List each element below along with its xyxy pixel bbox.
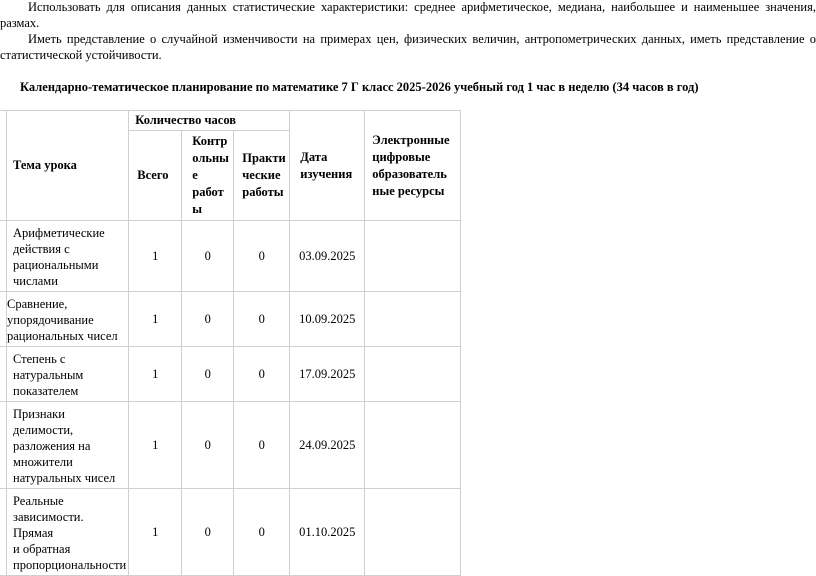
row-control: 0 <box>182 402 234 489</box>
row-total: 1 <box>129 347 182 402</box>
intro-paragraph-2 <box>0 31 816 63</box>
header-control-line: Контр <box>192 134 228 148</box>
row-resources <box>365 402 461 489</box>
row-topic-line: Степень с <box>13 352 66 366</box>
row-practical: 0 <box>234 221 290 292</box>
header-date-line: изучения <box>300 166 353 181</box>
header-date <box>290 111 365 221</box>
row-topic <box>7 292 129 347</box>
row-topic-line: разложения на <box>13 439 91 453</box>
row-topic <box>7 402 129 489</box>
header-control-line: ы <box>192 202 203 216</box>
row-practical: 0 <box>234 402 290 489</box>
row-topic-line: натуральных чисел <box>13 471 116 485</box>
header-resources-line: ные ресурсы <box>372 183 445 198</box>
header-topic <box>7 111 129 221</box>
row-date: 10.09.2025 <box>290 292 365 347</box>
header-control-line: ольны <box>192 151 229 165</box>
row-resources <box>365 489 461 576</box>
header-control <box>182 131 234 221</box>
row-control: 0 <box>182 489 234 576</box>
intro-paragraph-2-text: Иметь представление о случайной изменчивости на примерах цен, физических величин, антропометрических данных, иметь представление о статистической устойчивости. <box>0 32 816 62</box>
row-topic-line: Арифметические <box>13 226 105 240</box>
page-title-text: Календарно-тематическое планирование по математике 7 Г класс 2025-2026 учебный год 1 час в неделю (34 часов в год) <box>20 80 699 94</box>
row-topic-line: Признаки делимости, <box>13 407 74 437</box>
row-topic-line: Сравнение, <box>7 297 68 311</box>
row-topic <box>7 489 129 576</box>
row-topic <box>7 347 129 402</box>
row-total: 1 <box>129 221 182 292</box>
table-row <box>0 347 461 402</box>
row-topic-line: пропорциональности <box>13 558 127 572</box>
row-topic-line: рациональных чисел <box>7 329 118 343</box>
schedule-table <box>0 110 461 576</box>
row-resources <box>365 347 461 402</box>
row-date: 17.09.2025 <box>290 347 365 402</box>
row-topic-line: зависимости. Прямая <box>13 510 84 540</box>
header-hours-group-text: Количество часов <box>135 113 237 127</box>
row-date: 03.09.2025 <box>290 221 365 292</box>
row-resources <box>365 221 461 292</box>
row-date: 01.10.2025 <box>290 489 365 576</box>
header-control-line: работ <box>192 185 224 199</box>
page-title <box>0 80 816 95</box>
header-row-top <box>0 111 461 131</box>
header-practical <box>234 131 290 221</box>
row-control: 0 <box>182 292 234 347</box>
row-topic-line: и обратная <box>13 542 71 556</box>
row-topic-line: Реальные <box>13 494 64 508</box>
row-topic-line: упорядочивание <box>7 313 94 327</box>
table-row <box>0 402 461 489</box>
header-total <box>129 131 182 221</box>
row-topic-line: числами <box>13 274 58 288</box>
row-total: 1 <box>129 402 182 489</box>
header-topic-text: Тема урока <box>13 158 77 172</box>
row-date: 24.09.2025 <box>290 402 365 489</box>
row-topic-line: рациональными <box>13 258 99 272</box>
header-resources-line: образователь <box>372 166 447 181</box>
row-topic-line: показателем <box>13 384 79 398</box>
row-topic-line: множители <box>13 455 73 469</box>
row-topic-line: натуральным <box>13 368 84 382</box>
row-total: 1 <box>129 489 182 576</box>
row-control: 0 <box>182 221 234 292</box>
intro-paragraph-1-text: Использовать для описания данных статистические характеристики: среднее арифметическое, медиана, наибольшее и наименьшее значения, размах. <box>0 0 816 30</box>
header-resources-line: цифровые <box>372 149 431 164</box>
header-practical-line: Практи <box>242 151 286 165</box>
header-resources-line: Электронные <box>372 132 450 147</box>
header-hours-group <box>129 111 290 131</box>
row-resources <box>365 292 461 347</box>
intro-paragraph-1 <box>0 0 816 31</box>
row-practical: 0 <box>234 292 290 347</box>
header-control-line: е <box>192 168 198 182</box>
header-date-line: Дата <box>300 149 328 164</box>
table-row <box>0 221 461 292</box>
row-practical: 0 <box>234 347 290 402</box>
header-total-text: Всего <box>137 168 169 182</box>
table-row <box>0 292 461 347</box>
header-resources <box>365 111 461 221</box>
header-practical-line: ческие <box>242 168 281 182</box>
row-topic-line: действия с <box>13 242 70 256</box>
header-practical-line: работы <box>242 185 284 199</box>
row-topic <box>7 221 129 292</box>
row-control: 0 <box>182 347 234 402</box>
row-practical: 0 <box>234 489 290 576</box>
table-row <box>0 489 461 576</box>
row-total: 1 <box>129 292 182 347</box>
